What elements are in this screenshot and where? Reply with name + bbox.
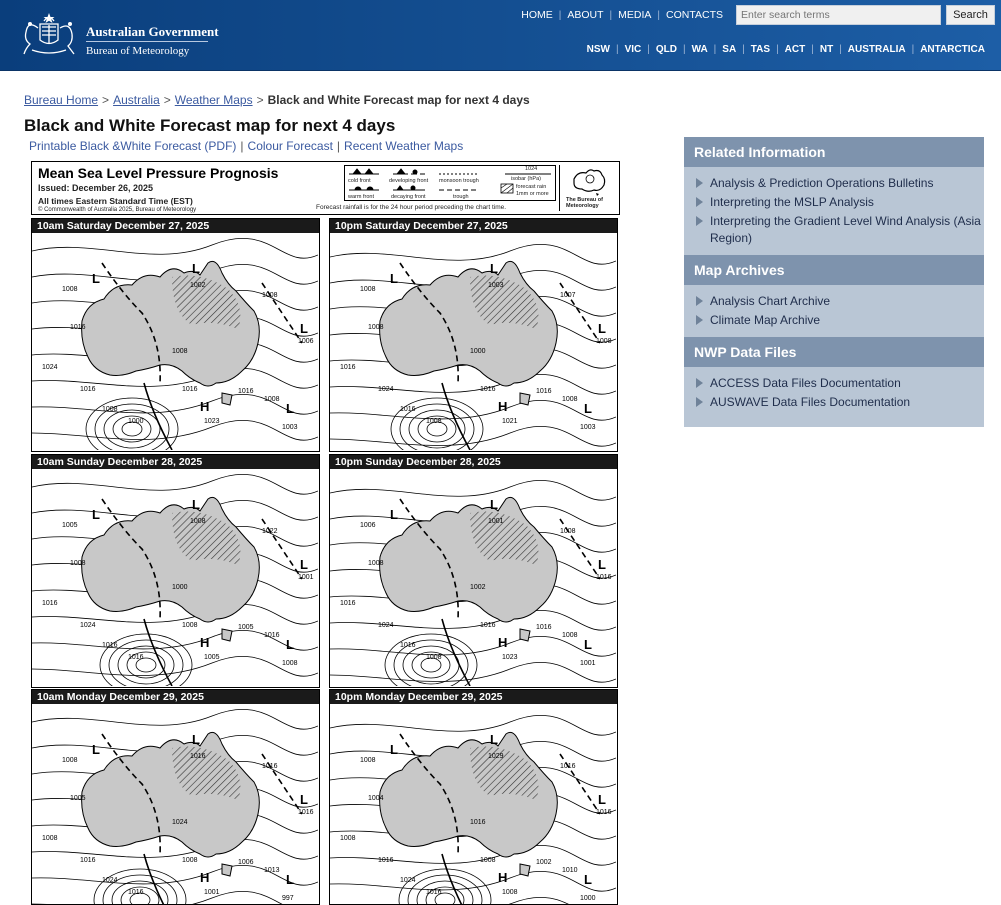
breadcrumb-separator: >: [102, 93, 110, 107]
pressure-label: 1001: [580, 660, 596, 667]
state-tas[interactable]: TAS: [750, 44, 771, 55]
isobar-line: [330, 400, 616, 420]
mslp-map: [32, 469, 318, 686]
forecast-panel[interactable]: [329, 218, 618, 452]
state-sa[interactable]: SA: [722, 44, 737, 55]
low-pressure-icon: L: [286, 637, 294, 652]
pressure-label: 1005: [238, 624, 254, 631]
pressure-label: 1016: [262, 763, 278, 770]
sidebar-link[interactable]: Interpreting the Gradient Level Wind Analysis (Asia Region): [710, 214, 981, 245]
pressure-label: 1016: [480, 386, 496, 393]
panel-label: 10am Sunday December 28, 2025: [37, 456, 203, 468]
chart-header: [31, 161, 620, 215]
pressure-label: 1005: [204, 654, 220, 661]
state-vic[interactable]: VIC: [624, 44, 642, 55]
chart-legend: [344, 165, 556, 201]
search-input[interactable]: [736, 5, 941, 25]
colour-forecast-link[interactable]: Colour Forecast: [247, 139, 333, 153]
high-pressure-icon: H: [498, 399, 508, 414]
legend-trough: trough: [453, 194, 469, 200]
pressure-label: 1008: [426, 418, 442, 425]
low-pressure-icon: L: [584, 872, 592, 887]
nav-separator: |: [742, 44, 745, 55]
map-sublinks: [29, 139, 463, 153]
pressure-label: 1008: [172, 348, 188, 355]
breadcrumb-separator: >: [256, 93, 264, 107]
search-button[interactable]: Search: [946, 5, 995, 25]
isobar-line: [32, 420, 318, 440]
pressure-label: 1016: [400, 406, 416, 413]
breadcrumb-weather-maps[interactable]: Weather Maps: [174, 93, 253, 107]
mslp-map: [32, 233, 318, 450]
high-pressure-icon: H: [498, 635, 508, 650]
nav-separator: |: [776, 44, 779, 55]
isobar-line: [32, 238, 318, 258]
nav-media[interactable]: MEDIA: [618, 9, 652, 21]
pressure-label: 1016: [102, 642, 118, 649]
isobar-line: [32, 368, 318, 388]
nav-separator: |: [615, 44, 619, 55]
section-list: [684, 285, 984, 337]
low-pressure-icon: L: [490, 732, 498, 747]
isobar-line: [32, 839, 318, 859]
breadcrumb-australia[interactable]: Australia: [113, 93, 160, 107]
chart-agency: The Bureau of Meteorology: [566, 197, 603, 209]
forecast-chart[interactable]: [31, 161, 620, 905]
section-heading: NWP Data Files: [684, 337, 984, 367]
page-title: Black and White Forecast map for next 4 days: [24, 116, 396, 135]
pressure-label: 1008: [182, 857, 198, 864]
pressure-label: 1016: [378, 857, 394, 864]
pressure-label: 1016: [70, 324, 86, 331]
pressure-label: 1000: [128, 418, 144, 425]
pressure-label: 1016: [264, 632, 280, 639]
pressure-label: 1008: [426, 654, 442, 661]
pressure-label: 1008: [262, 292, 278, 299]
nav-separator: |: [811, 44, 814, 55]
pressure-label: 1008: [562, 396, 578, 403]
pressure-label: 1016: [426, 889, 442, 896]
arrow-right-icon: [696, 197, 703, 207]
low-pressure-icon: L: [390, 742, 398, 757]
state-nsw[interactable]: NSW: [586, 44, 610, 55]
isobar-line: [330, 636, 616, 656]
list-item[interactable]: [696, 293, 984, 310]
pressure-label: 1016: [596, 574, 612, 581]
legend-cold-front: cold front: [348, 178, 371, 184]
panel-header: [32, 455, 319, 469]
arrow-right-icon: [696, 216, 703, 226]
pressure-label: 1016: [536, 388, 552, 395]
pressure-label: 1013: [264, 867, 280, 874]
pressure-label: 997: [282, 895, 294, 902]
cold-front-line: [442, 619, 470, 686]
panel-label: 10am Saturday December 27, 2025: [37, 220, 210, 232]
pressure-label: 1000: [470, 348, 486, 355]
state-australia[interactable]: AUSTRALIA: [847, 44, 906, 55]
pressure-label: 1007: [560, 292, 576, 299]
pressure-label: 1008: [368, 560, 384, 567]
legend-monsoon-trough: monsoon trough: [439, 178, 479, 184]
legend-developing-front: developing front: [389, 178, 429, 184]
legend-isobar: isobar (hPa): [511, 176, 541, 182]
nav-separator: |: [839, 44, 842, 55]
low-pressure-icon: L: [598, 792, 606, 807]
low-pressure-icon: L: [92, 507, 100, 522]
pressure-label: 1000: [580, 895, 596, 902]
high-pressure-icon: H: [200, 635, 210, 650]
australia-outline-icon: [560, 165, 618, 197]
pressure-label: 1010: [562, 867, 578, 874]
state-wa[interactable]: WA: [691, 44, 708, 55]
pressure-label: 1004: [368, 795, 384, 802]
sidebar-link[interactable]: Analysis Chart Archive: [710, 294, 831, 308]
isobar-line: [330, 374, 616, 394]
sidebar-link[interactable]: Analysis & Prediction Operations Bulletins: [710, 176, 934, 190]
isobar-line: [32, 604, 318, 624]
pressure-label: 1016: [190, 753, 206, 760]
recent-maps-link[interactable]: Recent Weather Maps: [344, 139, 464, 153]
forecast-panel[interactable]: [329, 454, 618, 688]
isobar-line: [330, 662, 616, 682]
nav-separator: |: [647, 44, 650, 55]
low-pressure-icon: L: [390, 507, 398, 522]
low-pressure-icon: L: [300, 792, 308, 807]
isobar-line: [330, 480, 616, 500]
pressure-label: 1006: [238, 859, 254, 866]
australia-landmass: [82, 261, 260, 405]
pressure-label: 1002: [190, 282, 206, 289]
list-item[interactable]: [696, 213, 984, 247]
pressure-label: 1016: [182, 386, 198, 393]
low-pressure-icon: L: [92, 742, 100, 757]
pressure-label: 1023: [204, 418, 220, 425]
nav-contacts[interactable]: CONTACTS: [666, 9, 723, 21]
pressure-label: 1008: [340, 835, 356, 842]
section-list: [684, 167, 984, 255]
isobar-line: [330, 610, 616, 630]
pressure-label: 1024: [102, 877, 118, 884]
isobar-line: [330, 871, 616, 891]
pressure-label: 1029: [488, 753, 504, 760]
panel-header: [32, 690, 319, 704]
nav-separator: |: [657, 9, 661, 21]
panel-header: [330, 219, 617, 233]
low-pressure-icon: L: [490, 261, 498, 276]
pressure-label: 1008: [70, 560, 86, 567]
section-heading: Related Information: [684, 137, 984, 167]
bom-chart-logo: [559, 165, 617, 211]
pressure-label: 1008: [368, 324, 384, 331]
forecast-panel[interactable]: [31, 689, 320, 905]
pressure-label: 1024: [378, 622, 394, 629]
low-pressure-icon: L: [286, 401, 294, 416]
gov-title: Australian Government: [86, 24, 219, 39]
breadcrumb-separator: >: [163, 93, 171, 107]
cold-front-line: [442, 383, 470, 450]
chart-times: All times Eastern Standard Time (EST): [38, 196, 193, 206]
state-act[interactable]: ACT: [784, 44, 806, 55]
section-list: [684, 367, 984, 427]
pressure-label: 1008: [42, 835, 58, 842]
panel-label: 10pm Monday December 29, 2025: [335, 691, 503, 703]
forecast-panel[interactable]: [31, 454, 320, 688]
pressure-label: 1016: [560, 763, 576, 770]
related-info-section: [684, 137, 984, 255]
legend-decaying-front: decaying front: [391, 194, 426, 200]
section-heading: Map Archives: [684, 255, 984, 285]
sidebar-link[interactable]: Climate Map Archive: [710, 313, 821, 327]
isobar-line: [330, 715, 616, 735]
pressure-label: 1008: [264, 396, 280, 403]
pressure-label: 1002: [470, 584, 486, 591]
pressure-label: 1016: [340, 600, 356, 607]
pressure-label: 1005: [70, 795, 86, 802]
state-nt[interactable]: NT: [819, 44, 834, 55]
cold-front-line: [144, 383, 172, 450]
pressure-label: 1006: [360, 522, 376, 529]
low-pressure-icon: L: [390, 271, 398, 286]
pressure-label: 1016: [128, 654, 144, 661]
mslp-map: [330, 233, 616, 450]
low-pressure-contour: [109, 640, 183, 686]
chart-issued: Issued: December 26, 2025: [38, 183, 154, 193]
legend-rain-amount: 1mm or more: [516, 191, 549, 197]
sidebar-link[interactable]: ACCESS Data Files Documentation: [710, 376, 901, 390]
list-item[interactable]: [696, 312, 984, 329]
nav-about[interactable]: ABOUT: [567, 9, 604, 21]
list-item[interactable]: [696, 394, 984, 411]
gov-subtitle: Bureau of Meteorology: [86, 45, 190, 57]
mslp-map: [32, 704, 318, 905]
nav-separator: |: [609, 9, 613, 21]
pressure-label: 1016: [400, 642, 416, 649]
pressure-label: 1016: [42, 600, 58, 607]
panel-header: [330, 455, 617, 469]
isobar-line: [32, 709, 318, 729]
pressure-label: 1021: [502, 418, 518, 425]
pressure-label: 1008: [360, 757, 376, 764]
chart-copyright: © Commonwealth of Australia 2025, Bureau of Meteorology: [38, 207, 197, 213]
pressure-label: 1001: [298, 574, 314, 581]
pressure-label: 1016: [536, 624, 552, 631]
pressure-label: 1001: [488, 518, 504, 525]
pressure-label: 1001: [204, 889, 220, 896]
low-pressure-icon: L: [192, 497, 200, 512]
pressure-label: 1005: [62, 522, 78, 529]
arrow-right-icon: [696, 315, 703, 325]
breadcrumb-bureau-home[interactable]: Bureau Home: [24, 93, 99, 107]
isobar-line: [32, 891, 318, 905]
breadcrumb: [24, 93, 530, 107]
pressure-label: 1000: [172, 584, 188, 591]
pressure-label: 1024: [42, 364, 58, 371]
list-item[interactable]: [696, 375, 984, 392]
pressure-label: 1008: [190, 518, 206, 525]
pressure-label: 1008: [480, 857, 496, 864]
pressure-label: 1022: [262, 528, 278, 535]
pressure-label: 1016: [298, 809, 314, 816]
list-item[interactable]: [696, 175, 984, 192]
state-antarctica[interactable]: ANTARCTICA: [920, 44, 985, 55]
state-qld[interactable]: QLD: [655, 44, 677, 55]
nwp-data-section: [684, 337, 984, 427]
mslp-map: [330, 704, 616, 905]
panel-label: 10am Monday December 29, 2025: [37, 691, 204, 703]
panel-label: 10pm Saturday December 27, 2025: [335, 220, 508, 232]
logo-divider: [86, 41, 208, 42]
link-separator: |: [240, 139, 244, 153]
sidebar: [684, 137, 984, 427]
panel-header: [32, 219, 319, 233]
low-pressure-icon: L: [584, 401, 592, 416]
isobar-line: [32, 656, 318, 676]
pressure-label: 1008: [62, 286, 78, 293]
nav-separator: |: [558, 9, 562, 21]
link-separator: |: [336, 139, 341, 153]
printable-pdf-link[interactable]: Printable Black &White Forecast (PDF): [29, 139, 237, 153]
low-pressure-icon: L: [584, 637, 592, 652]
legend-forecast-rain: forecast rain: [516, 184, 547, 190]
nav-home[interactable]: HOME: [521, 9, 553, 21]
pressure-label: 1002: [536, 859, 552, 866]
pressure-label: 1024: [80, 622, 96, 629]
pressure-label: 1016: [80, 386, 96, 393]
pressure-label: 1023: [502, 654, 518, 661]
cold-front-line: [144, 619, 172, 686]
nav-separator: |: [911, 44, 915, 55]
bom-logo[interactable]: [18, 10, 218, 60]
top-nav: [515, 9, 729, 21]
map-archives-section: [684, 255, 984, 337]
pressure-label: 1006: [298, 338, 314, 345]
isobar-line: [330, 426, 616, 446]
pressure-label: 1008: [282, 660, 298, 667]
panel-label: 10pm Sunday December 28, 2025: [335, 456, 501, 468]
coat-of-arms-icon: [18, 10, 80, 58]
low-pressure-icon: L: [598, 557, 606, 572]
pressure-label: 1016: [128, 889, 144, 896]
arrow-right-icon: [696, 178, 703, 188]
australia-landmass: [82, 732, 260, 876]
isobar-line: [32, 474, 318, 494]
low-pressure-icon: L: [300, 321, 308, 336]
pressure-label: 1008: [62, 757, 78, 764]
pressure-label: 1016: [596, 809, 612, 816]
high-pressure-icon: H: [200, 399, 210, 414]
forecast-panel[interactable]: [31, 218, 320, 452]
australia-landmass: [82, 497, 260, 641]
low-pressure-icon: L: [92, 271, 100, 286]
pressure-label: 1016: [340, 364, 356, 371]
arrow-right-icon: [696, 296, 703, 306]
chart-footnote: Forecast rainfall is for the 24 hour period preceding the chart time.: [316, 204, 507, 211]
pressure-label: 1008: [360, 286, 376, 293]
high-pressure-icon: H: [498, 870, 508, 885]
site-header: [0, 0, 1001, 71]
pressure-label: 1008: [502, 889, 518, 896]
pressure-label: 1024: [378, 386, 394, 393]
breadcrumb-current: Black and White Forecast map for next 4 days: [267, 93, 530, 107]
low-pressure-icon: L: [300, 557, 308, 572]
arrow-right-icon: [696, 397, 703, 407]
pressure-label: 1008: [102, 406, 118, 413]
panel-header: [330, 690, 617, 704]
pressure-label: 1003: [580, 424, 596, 431]
sidebar-link[interactable]: Interpreting the MSLP Analysis: [710, 195, 874, 209]
nav-separator: |: [682, 44, 686, 55]
pressure-label: 1008: [596, 338, 612, 345]
forecast-panel[interactable]: [329, 689, 618, 905]
legend-warm-front: warm front: [348, 194, 374, 200]
legend-isobar-value: 1024: [525, 166, 538, 172]
pressure-label: 1024: [172, 819, 188, 826]
pressure-label: 1008: [182, 622, 198, 629]
list-item[interactable]: [696, 194, 984, 211]
pressure-label: 1016: [80, 857, 96, 864]
pressure-label: 1003: [488, 282, 504, 289]
low-pressure-icon: L: [192, 732, 200, 747]
pressure-label: 1016: [480, 622, 496, 629]
low-pressure-icon: L: [490, 497, 498, 512]
low-pressure-icon: L: [598, 321, 606, 336]
isobar-line: [330, 845, 616, 865]
pressure-label: 1008: [560, 528, 576, 535]
pressure-label: 1016: [238, 388, 254, 395]
nav-separator: |: [713, 44, 717, 55]
pressure-label: 1003: [282, 424, 298, 431]
pressure-label: 1008: [562, 632, 578, 639]
mslp-map: [330, 469, 616, 686]
isobar-line: [330, 244, 616, 264]
high-pressure-icon: H: [200, 870, 210, 885]
low-pressure-icon: L: [192, 261, 200, 276]
pressure-label: 1016: [470, 819, 486, 826]
low-pressure-icon: L: [286, 872, 294, 887]
chart-title: Mean Sea Level Pressure Prognosis: [38, 165, 279, 181]
state-nav: [581, 44, 991, 55]
arrow-right-icon: [696, 378, 703, 388]
sidebar-link[interactable]: AUSWAVE Data Files Documentation: [710, 395, 911, 409]
pressure-label: 1024: [400, 877, 416, 884]
